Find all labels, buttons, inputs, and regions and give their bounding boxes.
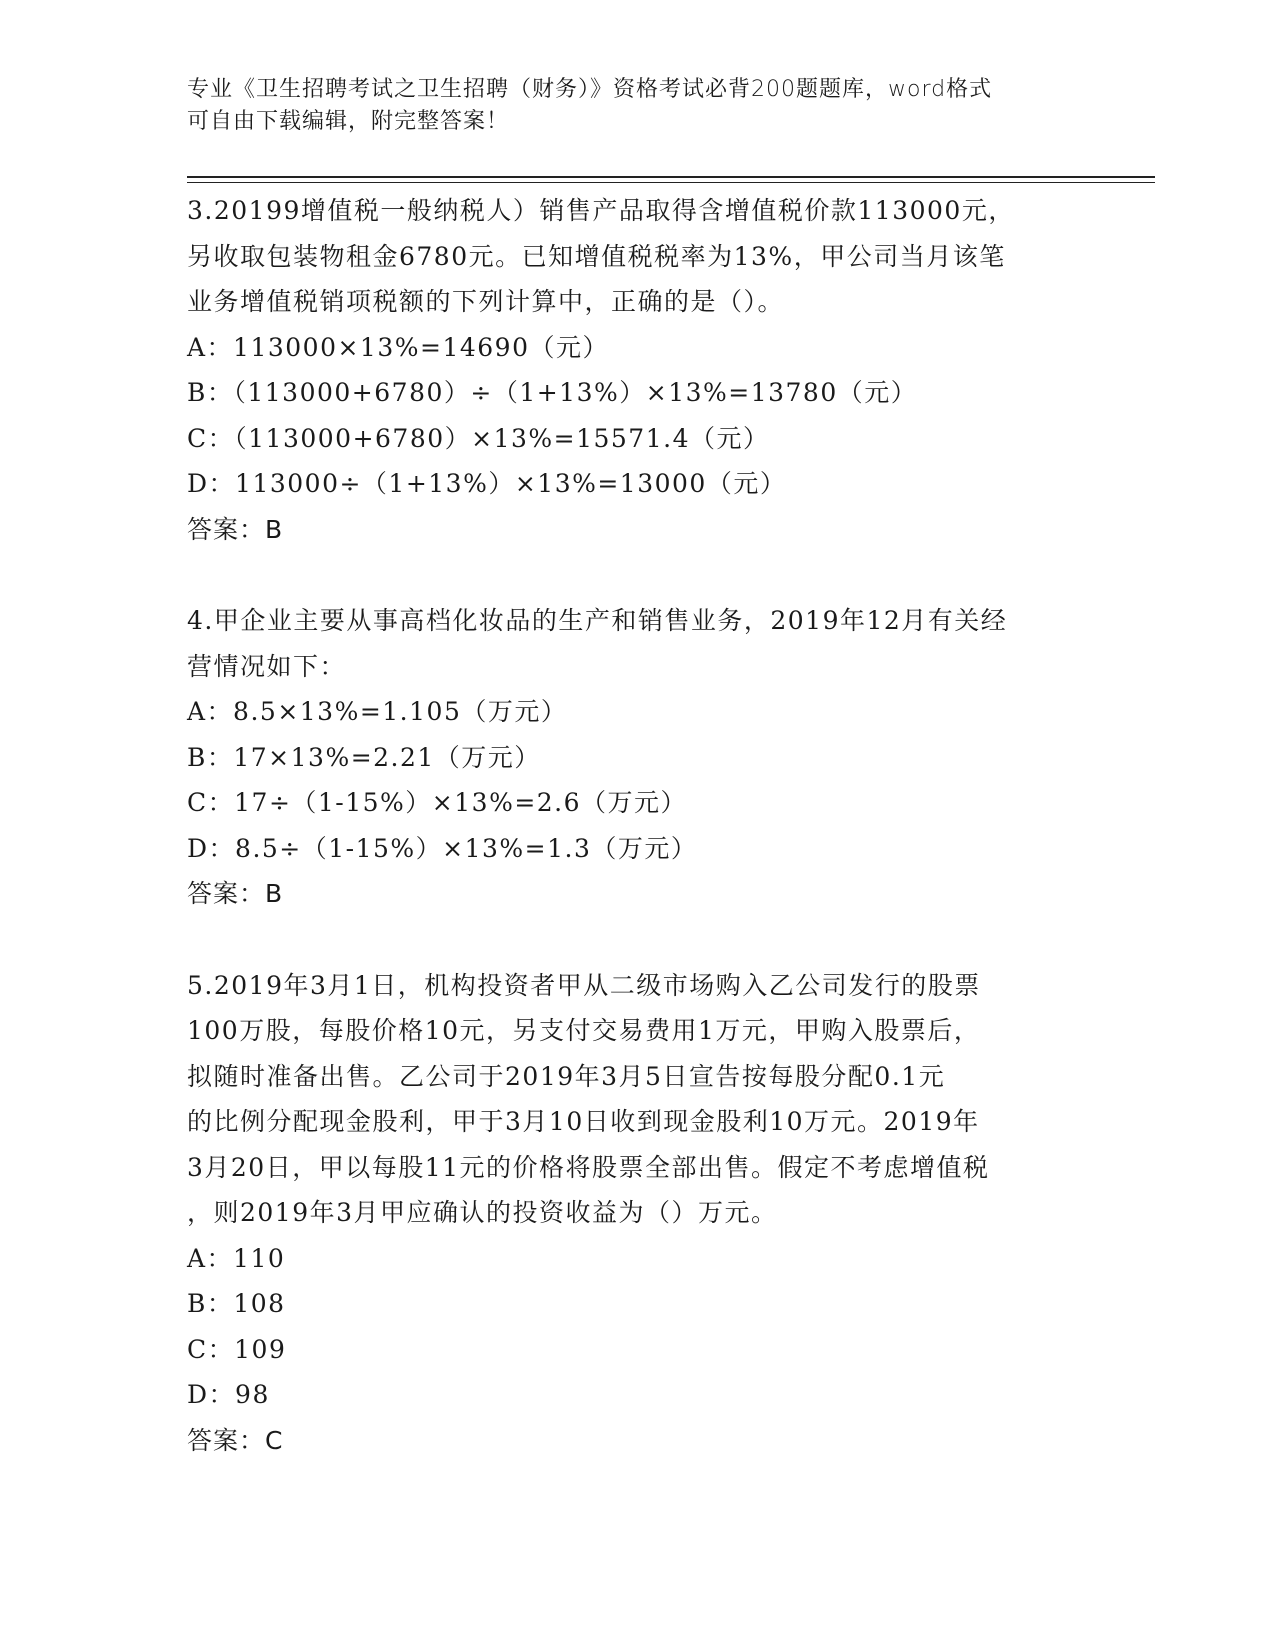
answer-label: 答案：B <box>187 879 284 908</box>
question-3 <box>187 188 1087 552</box>
option-c: C：（113000+6780）×13%=15571.4（元） <box>187 423 770 453</box>
option-a: A：113000×13%=14690（元） <box>187 332 609 362</box>
question-5 <box>187 963 1087 1464</box>
question-list <box>187 188 1087 1463</box>
question-spacer <box>187 917 1087 963</box>
answer-label: 答案：C <box>187 1425 284 1455</box>
question-4 <box>187 598 1087 917</box>
option-b: B：108 <box>187 1289 286 1318</box>
question-stem-line: 4.甲企业主要从事高档化妆品的生产和销售业务，2019年12月有关经 <box>187 606 1008 635</box>
question-stem-line: 业务增值税销项税额的下列计算中，正确的是（）。 <box>187 287 785 316</box>
question-stem-line: 另收取包装物租金6780元。已知增值税税率为13%，甲公司当月该笔 <box>187 241 1006 271</box>
header-line-1: 专业《卫生招聘考试之卫生招聘（财务）》资格考试必背200题题库，word格式 <box>187 77 993 102</box>
question-stem-line: 的比例分配现金股利，甲于3月10日收到现金股利10万元。2019年 <box>187 1107 980 1136</box>
option-d: D：98 <box>187 1380 270 1409</box>
option-a: A：8.5×13%=1.105（万元） <box>187 697 568 726</box>
question-stem-line: 3月20日，甲以每股11元的价格将股票全部出售。假定不考虑增值税 <box>187 1152 990 1182</box>
question-stem-line: 100万股，每股价格10元，另支付交易费用1万元，甲购入股票后， <box>187 1016 981 1045</box>
option-b: B：（113000+6780）÷（1+13%）×13%=13780（元） <box>187 378 918 407</box>
header-divider-thin <box>187 182 1155 183</box>
option-d: D：8.5÷（1-15%）×13%=1.3（万元） <box>187 833 698 863</box>
header-line-2: 可自由下载编辑，附完整答案！ <box>187 109 510 134</box>
option-d: D：113000÷（1+13%）×13%=13000（元） <box>187 469 787 498</box>
question-stem-line: ，则2019年3月甲应确认的投资收益为（）万元。 <box>187 1198 778 1227</box>
question-stem-line: 3.20199增值税一般纳税人）销售产品取得含增值税价款113000元， <box>187 196 1015 225</box>
option-c: C：109 <box>187 1334 287 1364</box>
question-spacer <box>187 552 1087 598</box>
question-stem-line: 5.2019年3月1日，机构投资者甲从二级市场购入乙公司发行的股票 <box>187 970 981 1000</box>
question-stem-line: 营情况如下： <box>187 651 347 681</box>
option-c: C：17÷（1-15%）×13%=2.6（万元） <box>187 788 688 817</box>
option-a: A：110 <box>187 1243 286 1273</box>
document-header <box>187 74 1087 138</box>
answer-label: 答案：B <box>187 514 284 544</box>
option-b: B：17×13%=2.21（万元） <box>187 742 541 772</box>
question-stem-line: 拟随时准备出售。乙公司于2019年3月5日宣告按每股分配0.1元 <box>187 1061 946 1091</box>
header-divider-thick <box>187 176 1155 178</box>
